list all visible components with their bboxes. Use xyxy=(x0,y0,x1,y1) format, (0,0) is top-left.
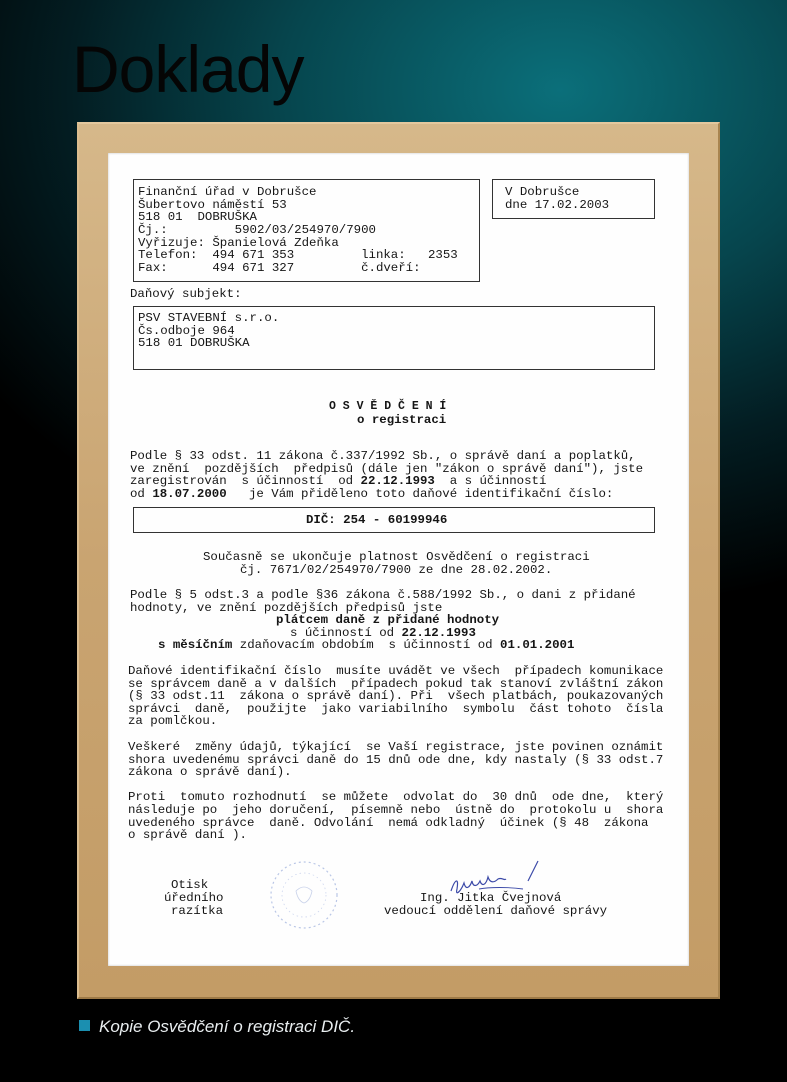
caption-bullet-icon xyxy=(79,1020,90,1031)
subject-line: 518 01 DOBRUŠKA xyxy=(138,336,250,350)
paragraph-line: Současně se ukončuje platnost Osvědčení o registraci xyxy=(203,550,590,564)
stamp-label: razítka xyxy=(171,904,224,918)
office-line: Telefon: 494 671 353 linka: 2353 xyxy=(138,248,458,262)
office-line: Šubertovo náměstí 53 xyxy=(138,198,287,212)
paragraph-line: následuje po jeho doručení, písemně nebo ústně do protokolu u shora xyxy=(128,803,664,817)
paragraph-line: s měsíčním zdaňovacím obdobím s účinností od 01.01.2001 xyxy=(158,638,575,652)
paragraph-line: zákona o správě daní). xyxy=(128,765,292,779)
paragraph-line: se správcem daně a v dalších případech pokud tak stanoví zvláštní zákon xyxy=(128,677,664,691)
subject-line: Čs.odboje 964 xyxy=(138,324,235,338)
paragraph-line: zaregistrován s účinností od 22.12.1993 a s účinností xyxy=(130,474,547,488)
paragraph-line: uvedeného správce daně. Odvolání nemá odkladný účinek (§ 48 zákona xyxy=(128,816,649,830)
office-line: Vyřizuje: Španielová Zdeňka xyxy=(138,236,339,250)
paragraph-line: (§ 33 odst.11 zákona o správě daní). Při všech platbách, poukazovaných xyxy=(128,689,664,703)
office-line: Čj.: 5902/03/254970/7900 xyxy=(138,223,376,237)
office-line: 518 01 DOBRUŠKA xyxy=(138,210,257,224)
monthly-period-date: 01.01.2001 xyxy=(500,638,575,652)
stamp-label: Otisk xyxy=(171,878,209,892)
office-line: Finanční úřad v Dobrušce xyxy=(138,185,317,199)
paragraph-line: Veškeré změny údajů, týkající se Vaší registrace, jste povinen oznámit xyxy=(128,740,664,754)
date-line: dne 17.02.2003 xyxy=(505,198,610,212)
paragraph-line: s účinností od 22.12.1993 xyxy=(290,626,476,640)
paragraph-line: čj. 7671/02/254970/7900 ze dne 28.02.2002. xyxy=(240,563,553,577)
dic-number: DIČ: 254 - 60199946 xyxy=(306,513,448,527)
caption-text: Kopie Osvědčení o registraci DIČ. xyxy=(99,1017,356,1036)
paragraph-line: shora uvedenému správci daně do 15 dnů ode dne, kdy nastaly (§ 33 odst.7 xyxy=(128,753,664,767)
subject-line: PSV STAVEBNÍ s.r.o. xyxy=(138,311,280,325)
paragraph-line: od 18.07.2000 je Vám přiděleno toto daňové identifikační číslo: xyxy=(130,487,614,501)
office-line: Fax: 494 671 327 č.dveří: xyxy=(138,261,421,275)
paragraph-line: hodnoty, ve znění pozdějších předpisů jste xyxy=(130,601,443,615)
paragraph-line: Daňové identifikační číslo musíte uvádět ve všech případech komunikace xyxy=(128,664,664,678)
page-title: Doklady xyxy=(72,32,304,106)
vat-payer-status: plátcem daně z přidané hodnoty xyxy=(276,613,500,627)
stamp-label: úředního xyxy=(164,891,224,905)
paragraph-line: ve znění pozdějších předpisů (dále jen "zákon o správě daní"), jste xyxy=(130,462,644,476)
signatory-role: vedoucí oddělení daňové správy xyxy=(384,904,608,918)
paragraph-line: Proti tomuto rozhodnutí se můžete odvolat do 30 dnů ode dne, který xyxy=(128,790,664,804)
subject-label: Daňový subjekt: xyxy=(130,287,242,301)
date-line: V Dobrušce xyxy=(505,185,580,199)
vat-start-date: 22.12.1993 xyxy=(401,626,476,640)
paragraph-line: za pomlčkou. xyxy=(128,714,218,728)
signatory-name: Ing. Jitka Čvejnová xyxy=(420,891,562,905)
paragraph-line: správci daně, použijte jako variabilního symbolu část tohoto čísla xyxy=(128,702,664,716)
official-stamp-icon xyxy=(266,857,342,933)
document-page xyxy=(108,153,689,966)
document-heading: O S V Ě D Č E N Í xyxy=(329,400,447,413)
registration-date: 22.12.1993 xyxy=(360,474,435,488)
document-subheading: o registraci xyxy=(357,413,447,427)
dic-assignment-date: 18.07.2000 xyxy=(152,487,227,501)
paragraph-line: Podle § 5 odst.3 a podle §36 zákona č.588/1992 Sb., o dani z přidané xyxy=(130,588,636,602)
paragraph-line: o správě daní ). xyxy=(128,828,247,842)
paragraph-line: Podle § 33 odst. 11 zákona č.337/1992 Sb., o správě daní a poplatků, xyxy=(130,449,636,463)
